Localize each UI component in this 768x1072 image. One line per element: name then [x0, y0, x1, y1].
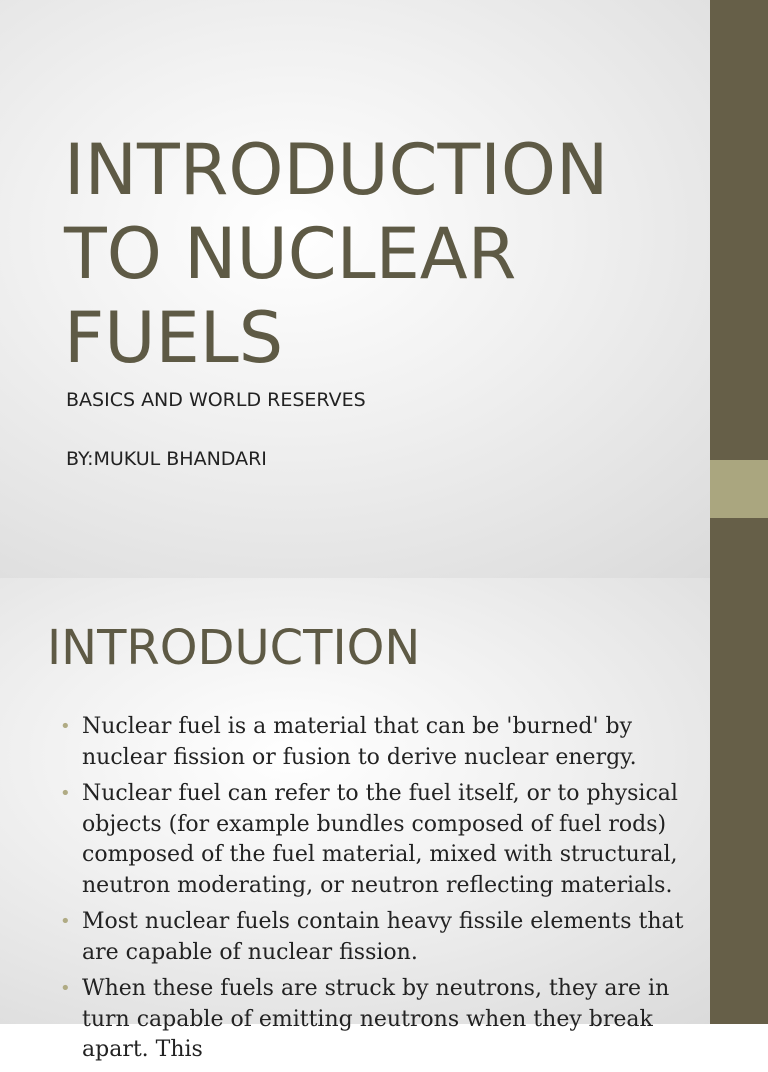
title-line-1: INTRODUCTION [64, 129, 609, 211]
introduction-slide [0, 578, 768, 1062]
slide-subtitle: BASICS AND WORLD RESERVES [66, 389, 366, 411]
slide-title [64, 128, 684, 380]
bullet-text: Nuclear fuel can refer to the fuel itself, or to physical objects (for example bundles composed of fuel rods) composed of the fuel material, mixed with structural, neutron moderating, or neutron reflecting materials. [82, 781, 678, 898]
bullet-item [58, 712, 688, 773]
bullet-text: Most nuclear fuels contain heavy fissile elements that are capable of nuclear fission. [82, 909, 684, 965]
bullet-text: When these fuels are struck by neutrons, they are in turn capable of emitting neutrons when they break apart. This [82, 976, 670, 1062]
title-line-2: TO NUCLEAR [64, 213, 517, 295]
title-line-3: FUELS [64, 297, 284, 379]
bullet-item [58, 974, 688, 1066]
bullet-dot-icon: • [60, 716, 71, 737]
bullet-text: Nuclear fuel is a material that can be 'burned' by nuclear fission or fusion to derive nuclear energy. [82, 714, 637, 770]
sidebar-bar [710, 578, 768, 1024]
bullet-item [58, 779, 688, 901]
sidebar-accent-block [710, 460, 768, 518]
bullet-item [58, 907, 688, 968]
bullet-list [58, 712, 688, 1072]
slide-author: BY:MUKUL BHANDARI [66, 448, 267, 470]
slide-heading: INTRODUCTION [47, 620, 421, 676]
bullet-dot-icon: • [60, 978, 71, 999]
bullet-dot-icon: • [60, 911, 71, 932]
bullet-dot-icon: • [60, 783, 71, 804]
